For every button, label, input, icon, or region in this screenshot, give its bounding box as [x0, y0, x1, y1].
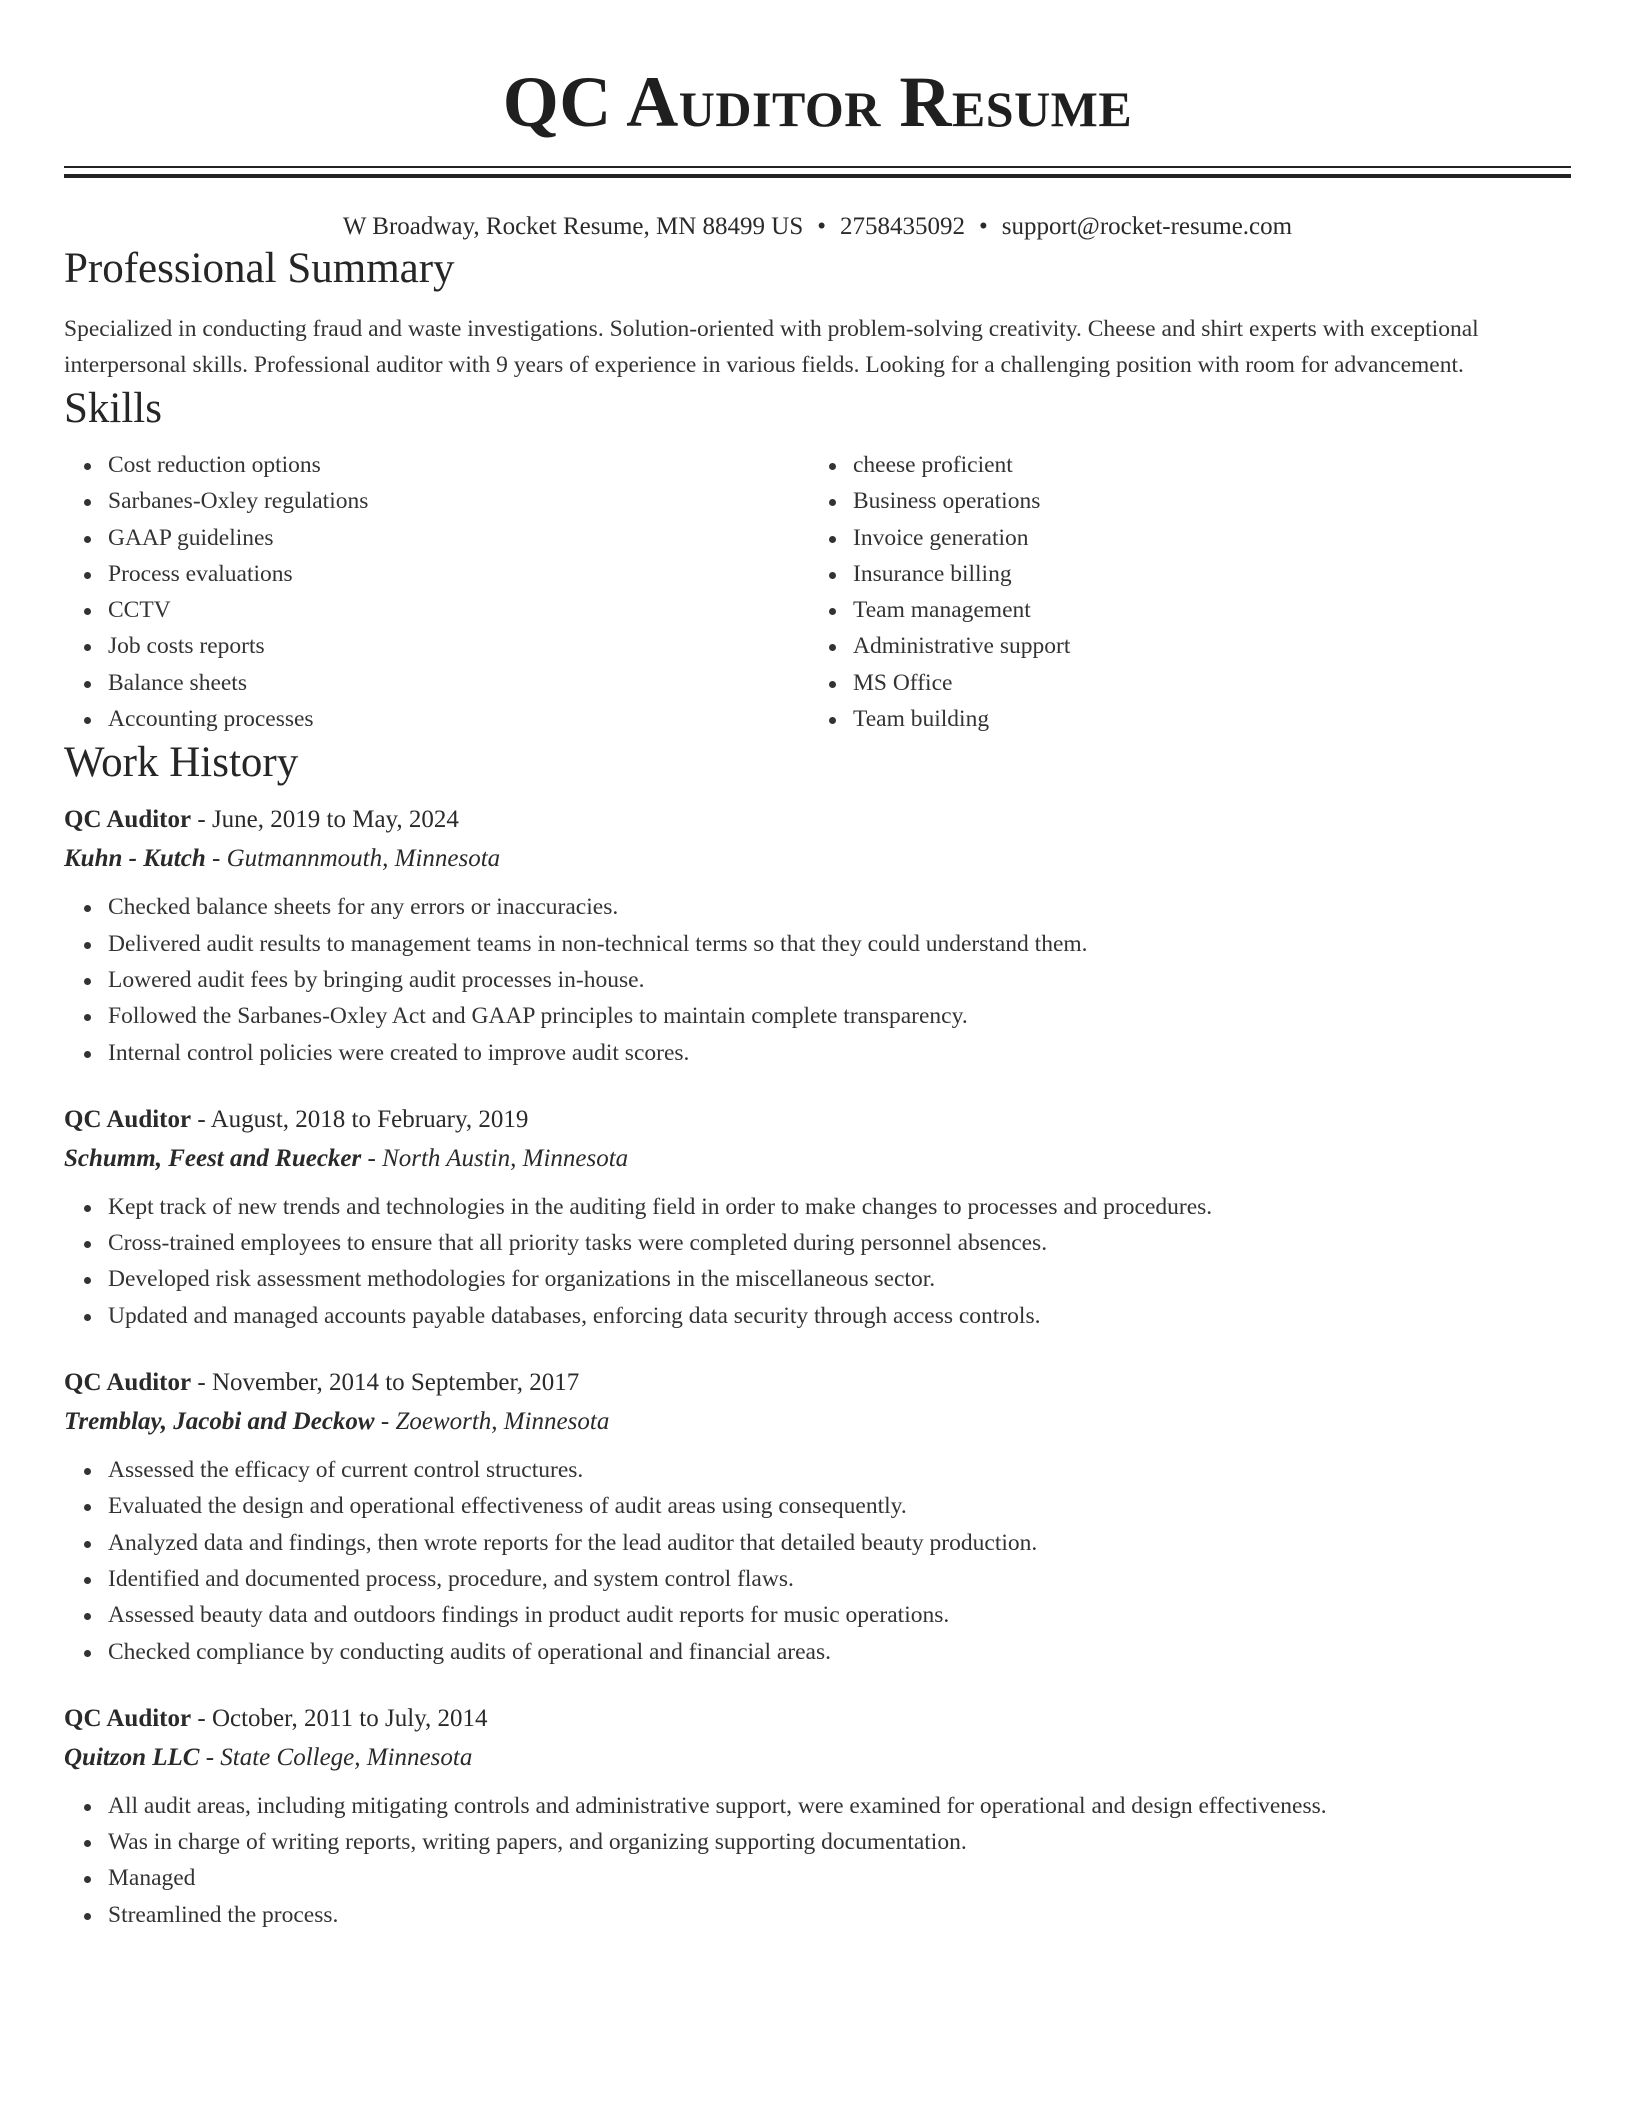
skill-item: Administrative support [853, 628, 1553, 664]
job-duty: Kept track of new trends and technologies in the auditing field in order to make changes to processes and procedures. [108, 1189, 1571, 1225]
job-entry [64, 801, 1571, 1070]
title-divider-thin [64, 166, 1571, 168]
skill-item: Balance sheets [108, 665, 808, 701]
job-dates: August, 2018 to February, 2019 [210, 1105, 529, 1133]
skill-item: Team management [853, 592, 1553, 628]
job-entry [64, 1364, 1571, 1670]
job-duty: Internal control policies were created to improve audit scores. [108, 1035, 1571, 1071]
skill-item: Process evaluations [108, 556, 808, 592]
skill-item: Business operations [853, 483, 1553, 519]
skill-item: MS Office [853, 665, 1553, 701]
job-duty: Lowered audit fees by bringing audit processes in-house. [108, 962, 1571, 998]
skill-item: GAAP guidelines [108, 520, 808, 556]
skill-item: cheese proficient [853, 447, 1553, 483]
job-title: QC Auditor [64, 806, 192, 834]
dash: - [191, 806, 212, 834]
job-company-line [64, 1738, 1571, 1778]
job-company: Kuhn - Kutch [64, 845, 206, 873]
job-location: Gutmannmouth, Minnesota [226, 845, 501, 873]
job-company: Tremblay, Jacobi and Deckow [64, 1408, 375, 1436]
dash: - [191, 1704, 212, 1732]
skills-column-right [808, 447, 1553, 737]
job-dates: October, 2011 to July, 2014 [211, 1704, 488, 1732]
job-title: QC Auditor [64, 1105, 192, 1133]
job-duty: Cross-trained employees to ensure that all priority tasks were completed during personnel absences. [108, 1225, 1571, 1261]
dash: - [361, 1144, 383, 1172]
job-duties-list [64, 1452, 1571, 1670]
job-duty: Assessed beauty data and outdoors findings in product audit reports for music operations. [108, 1597, 1571, 1633]
contact-separator: • [979, 213, 988, 240]
skills-heading: Skills [64, 385, 162, 432]
job-company: Schumm, Feest and Ruecker [64, 1144, 362, 1172]
job-duty: All audit areas, including mitigating controls and administrative support, were examined for operational and design effectiveness. [108, 1788, 1571, 1824]
skill-item: Invoice generation [853, 520, 1553, 556]
job-duty: Developed risk assessment methodologies for organizations in the miscellaneous sector. [108, 1261, 1571, 1297]
dash: - [205, 845, 227, 873]
dash: - [374, 1408, 396, 1436]
job-title-line [64, 1101, 1571, 1139]
work-history-heading: Work History [64, 739, 299, 787]
job-entry [64, 1700, 1571, 1933]
skill-item: Job costs reports [108, 628, 808, 664]
job-dates: June, 2019 to May, 2024 [211, 806, 459, 834]
dash: - [191, 1369, 212, 1397]
job-duty: Streamlined the process. [108, 1897, 1571, 1933]
skill-item: Sarbanes-Oxley regulations [108, 483, 808, 519]
title-divider-thick [64, 174, 1571, 178]
contact-email: support@rocket-resume.com [1001, 213, 1293, 240]
job-location: Zoeworth, Minnesota [395, 1408, 610, 1436]
job-entry [64, 1101, 1571, 1334]
contact-address: W Broadway, Rocket Resume, MN 88499 US [342, 213, 804, 240]
job-duty: Assessed the efficacy of current control structures. [108, 1452, 1571, 1488]
skills-column-left [64, 447, 808, 737]
job-duty: Was in charge of writing reports, writing papers, and organizing supporting documentation. [108, 1824, 1571, 1860]
skill-item: Team building [853, 701, 1553, 737]
job-duty: Evaluated the design and operational effectiveness of audit areas using consequently. [108, 1488, 1571, 1524]
job-company-line [64, 839, 1571, 879]
job-duties-list [64, 889, 1571, 1070]
resume-title: QC Auditor Resume [502, 62, 1133, 142]
skill-item: Insurance billing [853, 556, 1553, 592]
summary-heading: Professional Summary [64, 245, 455, 292]
job-dates: November, 2014 to September, 2017 [211, 1369, 580, 1397]
job-duty: Updated and managed accounts payable databases, enforcing data security through access controls. [108, 1298, 1571, 1334]
resume-page [64, 0, 1571, 1933]
job-company-line [64, 1139, 1571, 1179]
skill-item: CCTV [108, 592, 808, 628]
job-title-line [64, 1700, 1571, 1738]
skill-item: Cost reduction options [108, 447, 808, 483]
contact-line [64, 211, 1571, 243]
job-duty: Identified and documented process, procedure, and system control flaws. [108, 1561, 1571, 1597]
contact-separator: • [817, 213, 827, 240]
job-duty: Checked compliance by conducting audits of operational and financial areas. [108, 1634, 1571, 1670]
dash: - [191, 1105, 211, 1133]
job-company: Quitzon LLC [64, 1743, 200, 1771]
dash: - [199, 1743, 221, 1771]
summary-text: Specialized in conducting fraud and waste investigations. Solution-oriented with problem-solving creativity. Cheese and shirt experts with exceptional interpersonal skills. Professional auditor with 9 years of experience in various fields. Looking for a challenging position with room for advancement. [64, 316, 1479, 378]
job-duties-list [64, 1189, 1571, 1334]
job-duty: Checked balance sheets for any errors or inaccuracies. [108, 889, 1571, 925]
job-title: QC Auditor [64, 1369, 192, 1397]
job-duty: Delivered audit results to management teams in non-technical terms so that they could understand them. [108, 926, 1571, 962]
job-company-line [64, 1402, 1571, 1442]
contact-phone: 2758435092 [840, 213, 966, 240]
job-title-line [64, 1364, 1571, 1402]
job-title: QC Auditor [64, 1704, 192, 1732]
skills-list [64, 447, 1571, 737]
job-duty: Analyzed data and findings, then wrote reports for the lead auditor that detailed beauty production. [108, 1525, 1571, 1561]
job-duty: Managed [108, 1860, 1571, 1896]
skill-item: Accounting processes [108, 701, 808, 737]
job-title-line [64, 801, 1571, 839]
job-duties-list [64, 1788, 1571, 1933]
job-location: North Austin, Minnesota [382, 1144, 629, 1172]
job-location: State College, Minnesota [220, 1743, 473, 1771]
job-duty: Followed the Sarbanes-Oxley Act and GAAP principles to maintain complete transparency. [108, 998, 1571, 1034]
